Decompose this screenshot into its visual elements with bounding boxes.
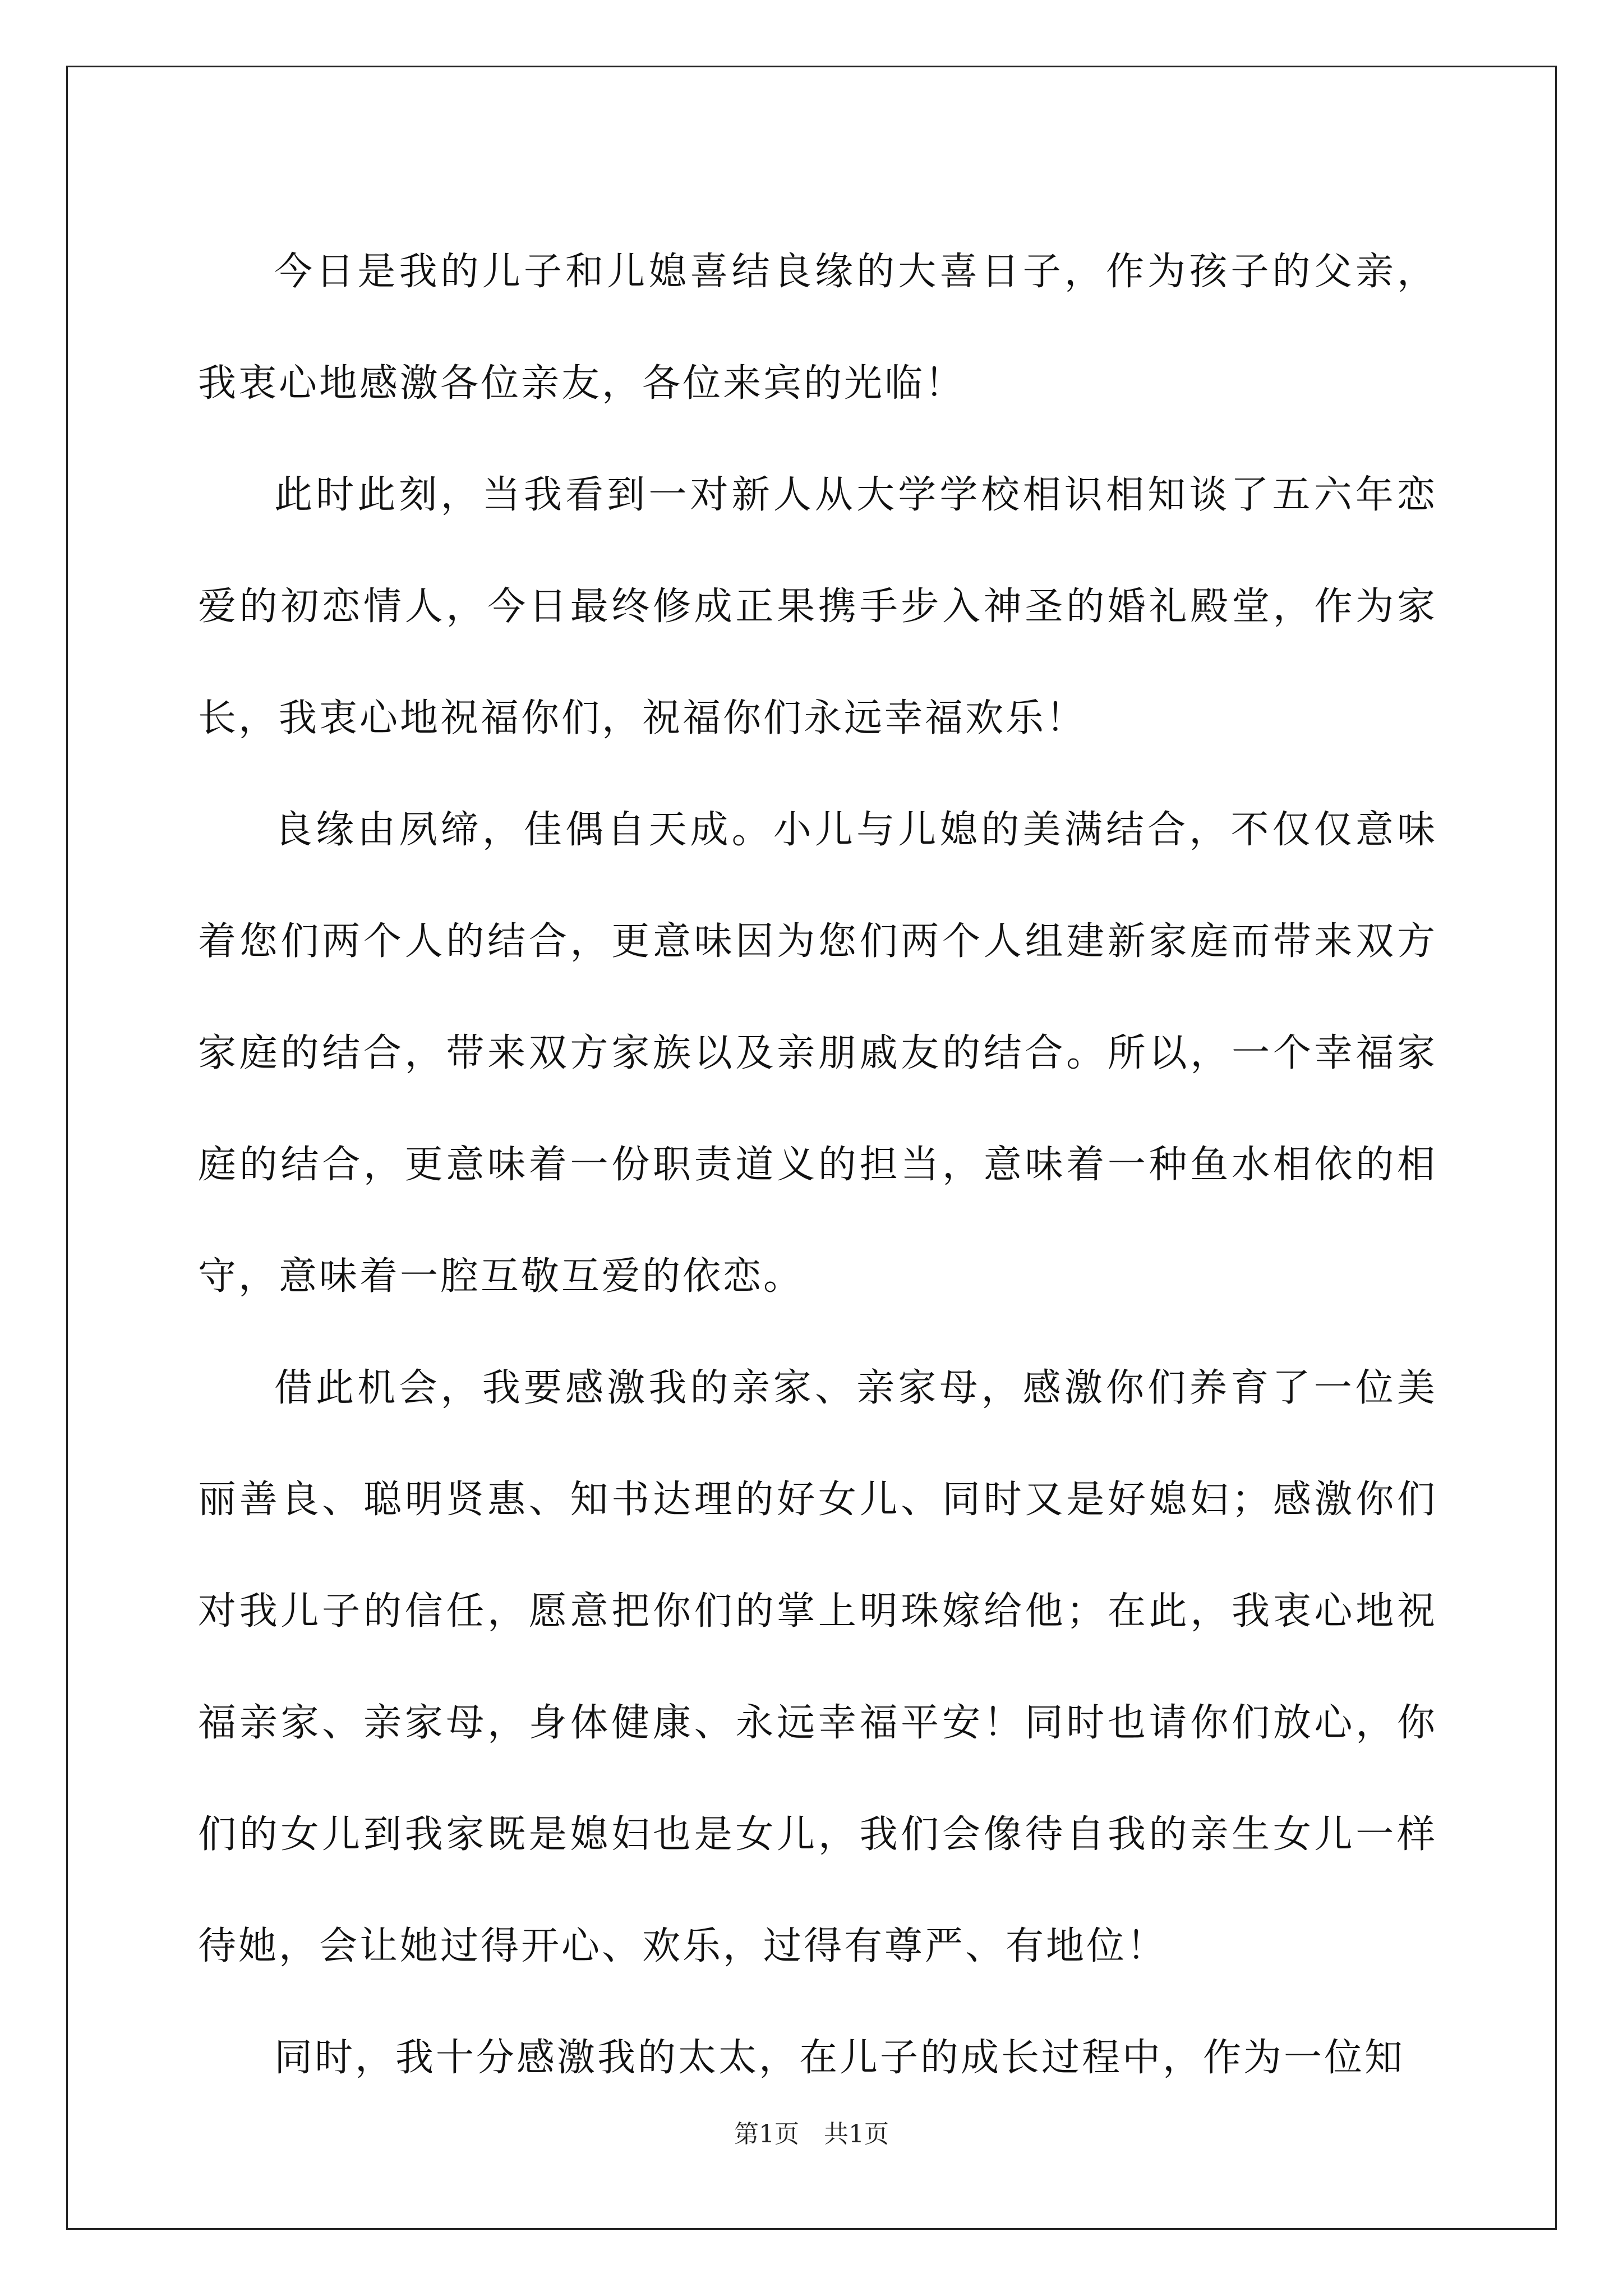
paragraph-4: 借此机会，我要感激我的亲家、亲家母，感激你们养育了一位美丽善良、聪明贤惠、知书达理的好女儿、同时又是好媳妇；感激你们对我儿子的信任，愿意把你们的掌上明珠嫁给他；在此，我衷心地祝福亲家、亲家母，身体健康、永远幸福平安！同时也请你们放心，你们的女儿到我家既是媳妇也是女儿，我们会像待自我的亲生女儿一样待她，会让她过得开心、欢乐，过得有尊严、有地位！ [198, 1366, 1437, 1968]
paragraph-1: 今日是我的儿子和儿媳喜结良缘的大喜日子，作为孩子的父亲，我衷心地感激各位亲友，各位来宾的光临！ [198, 250, 1437, 406]
paragraph-5: 同时，我十分感激我的太太，在儿子的成长过程中，作为一位知 [274, 2036, 1405, 2080]
paragraph-3: 良缘由夙缔，佳偶自天成。小儿与儿媳的美满结合，不仅仅意味着您们两个人的结合，更意味因为您们两个人组建新家庭而带来双方家庭的结合，带来双方家族以及亲朋戚友的结合。所以，一个幸福家庭的结合，更意味着一份职责道义的担当，意味着一种鱼水相依的相守，意味着一腔互敬互爱的依恋。 [198, 808, 1437, 1299]
page-footer: 第1页 共1页 [734, 2120, 889, 2148]
document-body [198, 216, 1437, 2114]
paragraph-2: 此时此刻，当我看到一对新人从大学学校相识相知谈了五六年恋爱的初恋情人，今日最终修成正果携手步入神圣的婚礼殿堂，作为家长，我衷心地祝福你们，祝福你们永远幸福欢乐！ [198, 473, 1437, 740]
